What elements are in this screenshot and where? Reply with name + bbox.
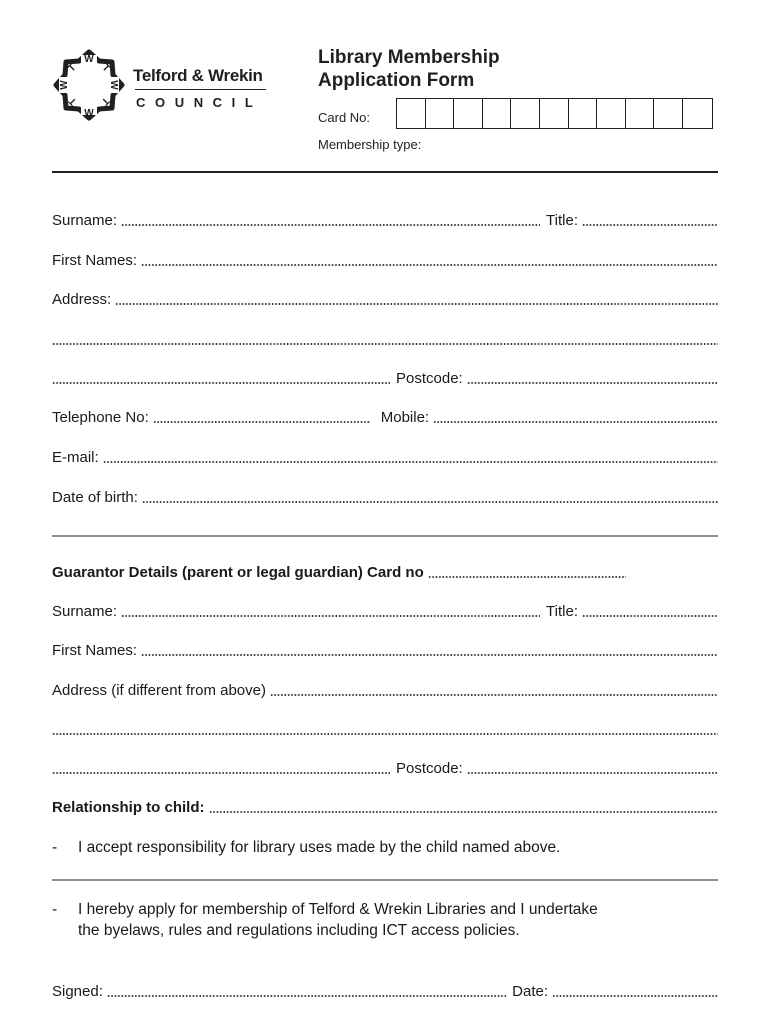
signature-row xyxy=(52,982,718,1002)
responsibility-text: I accept responsibility for library uses made by the child named above. xyxy=(78,839,561,856)
svg-text:T: T xyxy=(66,62,79,75)
telephone-label: Telephone No: xyxy=(52,409,149,426)
postcode-row xyxy=(52,369,718,389)
declaration-line2: the byelaws, rules and regulations including ICT access policies. xyxy=(78,922,520,939)
guarantor-surname-field[interactable] xyxy=(121,614,540,618)
svg-text:W: W xyxy=(84,54,94,65)
title-label: Title: xyxy=(546,212,578,229)
svg-text:W: W xyxy=(59,80,70,90)
relationship-label: Relationship to child: xyxy=(52,799,205,816)
relationship-field[interactable] xyxy=(209,810,719,814)
first-names-label: First Names: xyxy=(52,252,138,269)
first-names-row xyxy=(52,251,718,271)
logo-divider xyxy=(135,89,266,90)
guarantor-address-field-line3[interactable] xyxy=(52,771,390,775)
signed-label: Signed: xyxy=(52,983,103,1000)
declaration-statement xyxy=(52,899,732,941)
guarantor-first-names-row xyxy=(52,641,718,661)
guarantor-card-no-field[interactable] xyxy=(428,575,626,579)
email-field[interactable] xyxy=(103,460,718,464)
svg-text:T: T xyxy=(67,94,80,107)
declaration-text xyxy=(78,899,732,941)
responsibility-dash: - xyxy=(52,839,58,856)
card-no-box[interactable] xyxy=(569,99,598,128)
council-name: Telford & Wrekin xyxy=(133,66,263,85)
guarantor-address-field-line2[interactable] xyxy=(52,732,718,736)
email-row xyxy=(52,448,718,468)
card-no-box[interactable] xyxy=(454,99,483,128)
card-no-box[interactable] xyxy=(511,99,540,128)
surname-field[interactable] xyxy=(121,223,540,227)
mobile-label: Mobile: xyxy=(380,409,430,426)
dob-field[interactable] xyxy=(142,500,718,504)
guarantor-surname-row xyxy=(52,602,718,622)
card-no-boxes[interactable] xyxy=(396,98,713,129)
form-title-line1: Library Membership xyxy=(318,47,500,68)
declaration-line1: I hereby apply for membership of Telford & Wrekin Libraries and I undertake xyxy=(78,901,598,918)
card-no-box[interactable] xyxy=(426,99,455,128)
guarantor-title-field[interactable] xyxy=(582,614,718,618)
guarantor-heading-row xyxy=(52,563,718,583)
form-title-line2: Application Form xyxy=(318,70,475,91)
guarantor-address-row-2 xyxy=(52,720,718,740)
postcode-field[interactable] xyxy=(467,381,718,385)
card-no-label: Card No: xyxy=(318,110,371,125)
card-no-box[interactable] xyxy=(654,99,683,128)
telephone-field[interactable] xyxy=(153,420,371,424)
first-names-field[interactable] xyxy=(141,263,718,267)
guarantor-postcode-field[interactable] xyxy=(467,771,718,775)
guarantor-first-names-field[interactable] xyxy=(141,653,718,657)
relationship-row xyxy=(52,798,718,818)
dob-row xyxy=(52,488,718,508)
address-row xyxy=(52,290,718,310)
section-divider-1 xyxy=(52,535,718,537)
signature-field[interactable] xyxy=(107,994,506,998)
card-no-box[interactable] xyxy=(626,99,655,128)
council-word: COUNCIL xyxy=(136,95,263,110)
mobile-field[interactable] xyxy=(433,420,718,424)
council-emblem-icon xyxy=(51,47,127,123)
svg-text:T: T xyxy=(98,94,111,107)
surname-row xyxy=(52,211,718,231)
card-no-box[interactable] xyxy=(683,99,712,128)
date-label: Date: xyxy=(512,983,548,1000)
postcode-label: Postcode: xyxy=(396,370,463,387)
address-field-line2[interactable] xyxy=(52,342,718,346)
form-title xyxy=(318,46,500,92)
svg-text:W: W xyxy=(84,108,94,119)
address-label: Address: xyxy=(52,291,112,308)
card-no-box[interactable] xyxy=(540,99,569,128)
section-divider-2 xyxy=(52,879,718,881)
address-row-2 xyxy=(52,330,718,350)
address-field-line1[interactable] xyxy=(115,302,718,306)
guarantor-first-names-label: First Names: xyxy=(52,642,138,659)
guarantor-postcode-label: Postcode: xyxy=(396,760,463,777)
svg-text:W: W xyxy=(108,80,119,90)
card-no-box[interactable] xyxy=(597,99,626,128)
card-no-box[interactable] xyxy=(397,99,426,128)
guarantor-heading: Guarantor Details (parent or legal guardian) Card no xyxy=(52,564,424,581)
responsibility-statement xyxy=(52,837,732,858)
guarantor-title-label: Title: xyxy=(546,603,578,620)
declaration-dash: - xyxy=(52,901,58,918)
guarantor-address-field-line1[interactable] xyxy=(270,693,718,697)
dob-label: Date of birth: xyxy=(52,489,138,506)
email-label: E-mail: xyxy=(52,449,99,466)
card-no-box[interactable] xyxy=(483,99,512,128)
header-divider xyxy=(52,171,718,173)
svg-text:T: T xyxy=(99,62,112,75)
membership-type-label: Membership type: xyxy=(318,137,422,152)
telephone-row xyxy=(52,408,718,428)
guarantor-postcode-row xyxy=(52,759,718,779)
address-field-line3[interactable] xyxy=(52,381,390,385)
guarantor-surname-label: Surname: xyxy=(52,603,118,620)
title-field[interactable] xyxy=(582,223,718,227)
guarantor-address-row xyxy=(52,681,718,701)
surname-label: Surname: xyxy=(52,212,118,229)
guarantor-address-label: Address (if different from above) xyxy=(52,682,266,699)
date-field[interactable] xyxy=(552,994,718,998)
